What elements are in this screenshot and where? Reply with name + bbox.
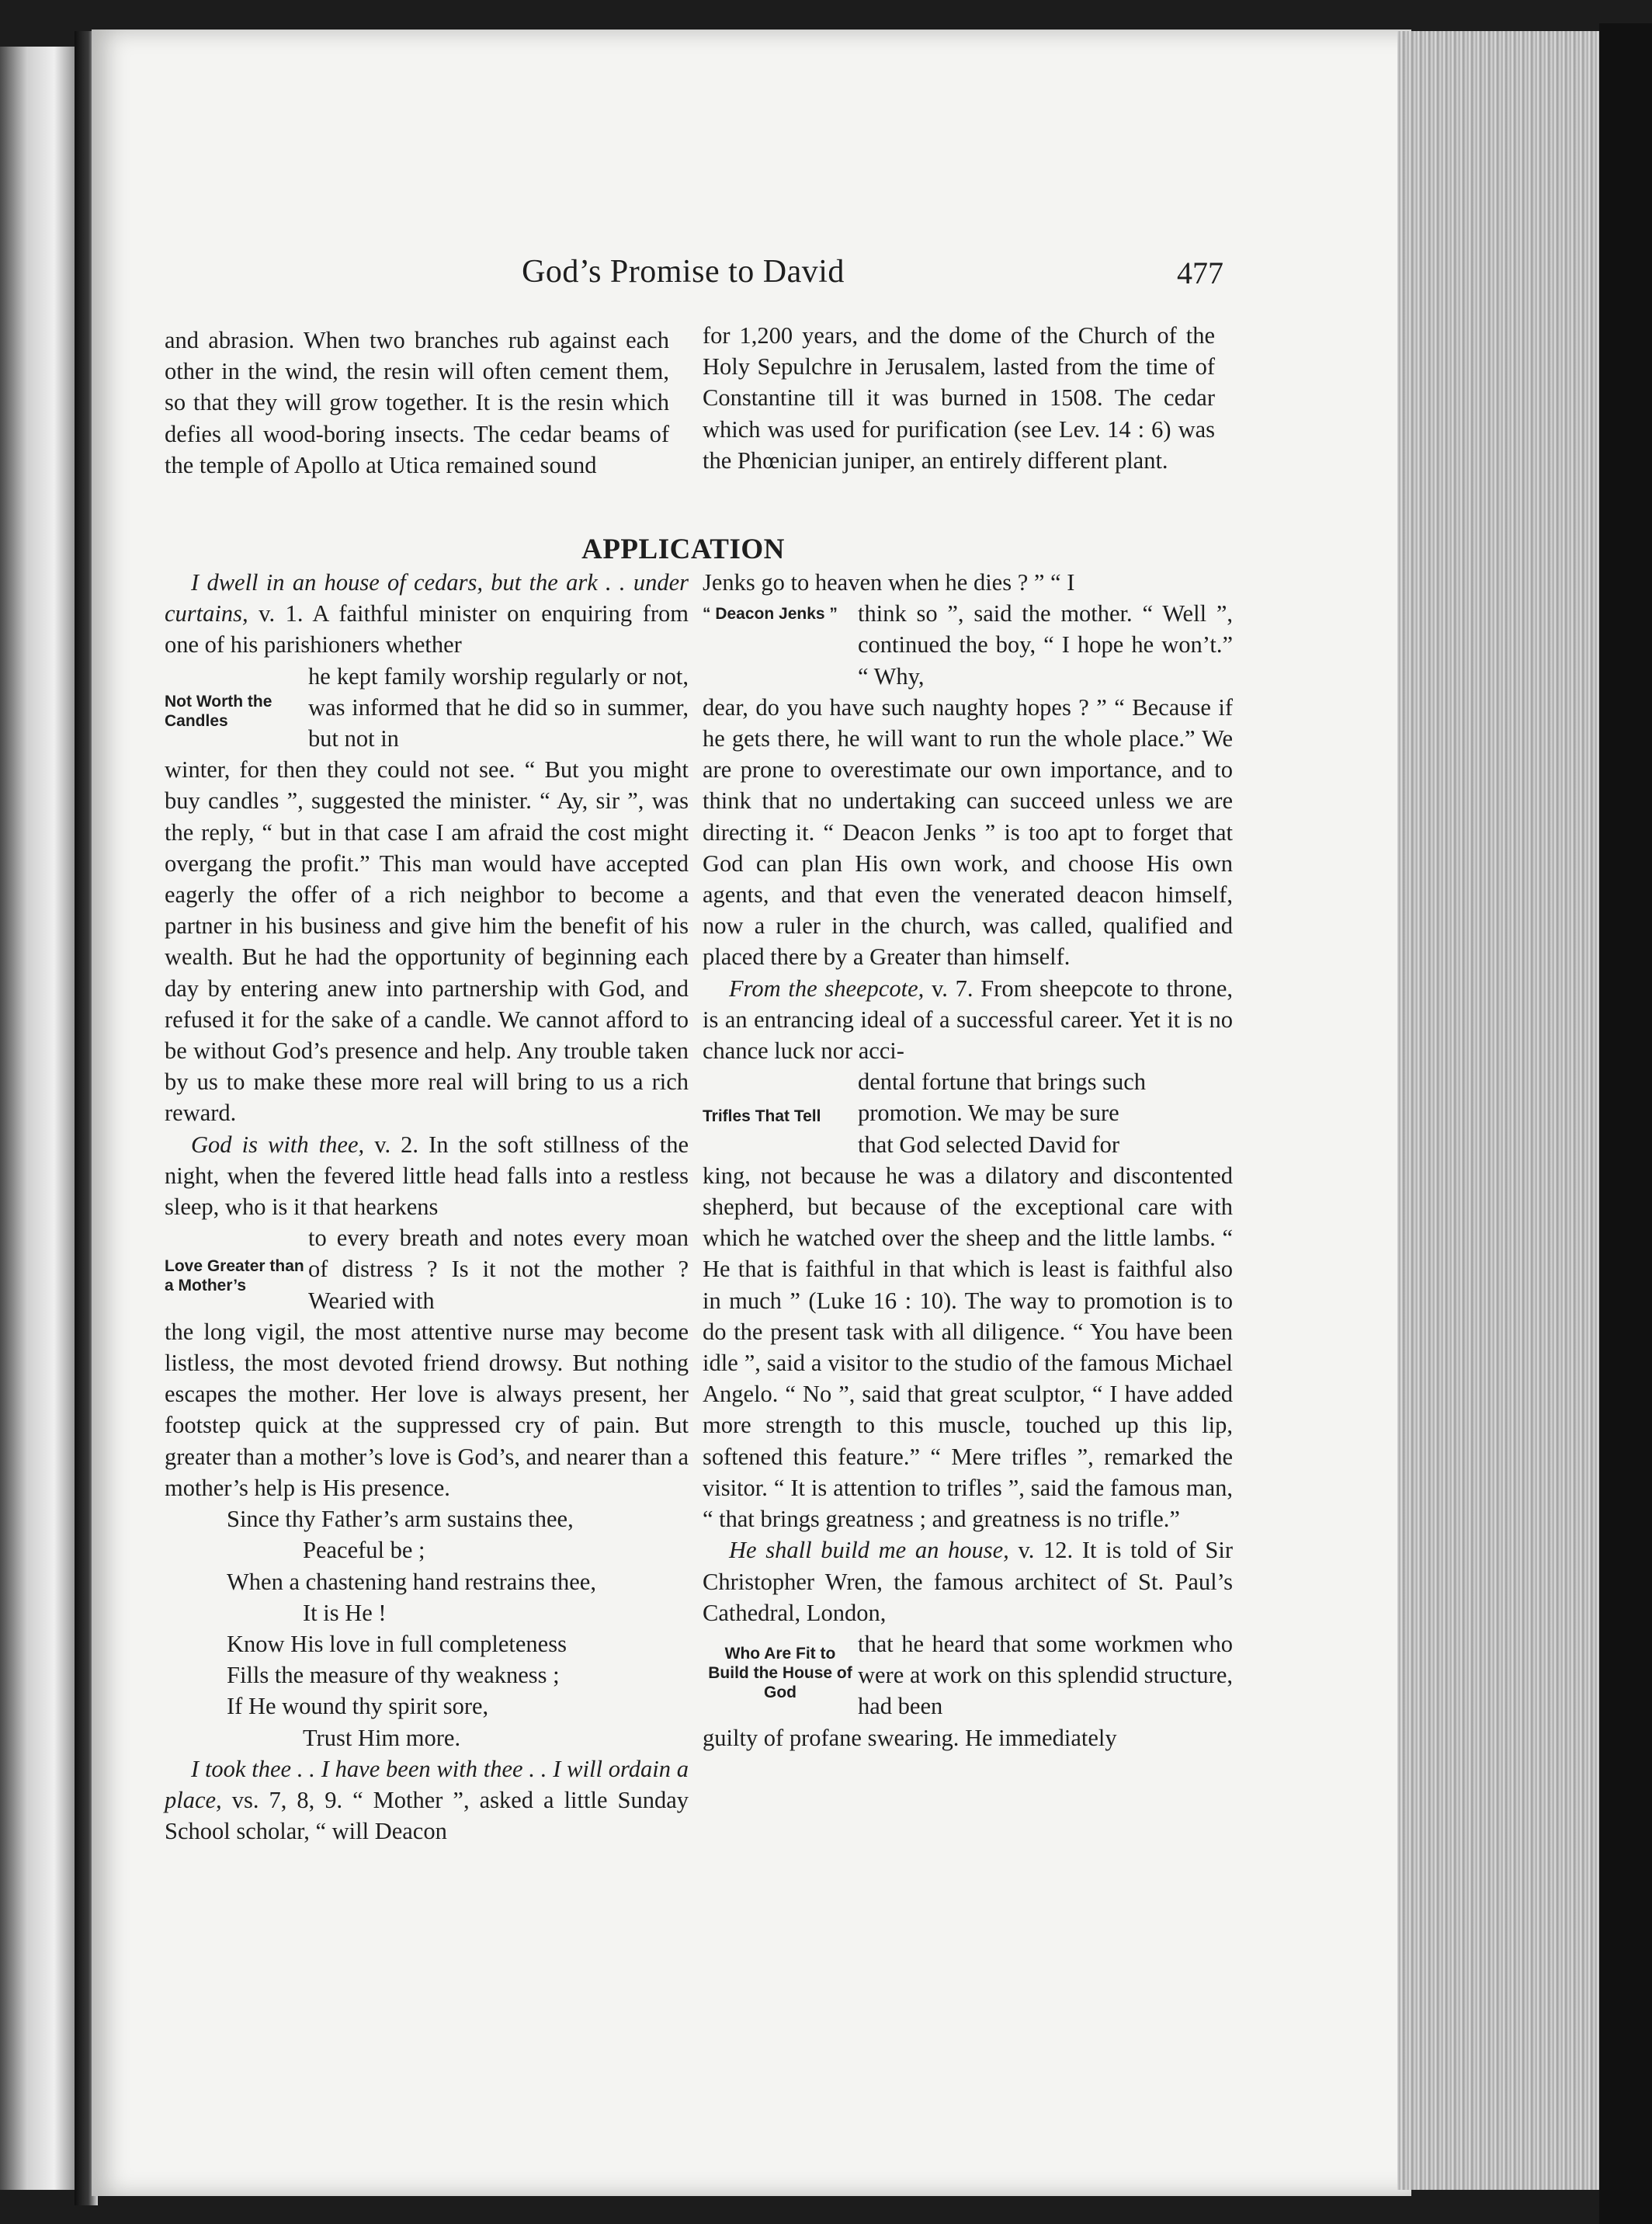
margin-note: Not Worth the Candles — [165, 692, 272, 730]
margin-note-block — [703, 1628, 1233, 1722]
margin-note-block — [703, 598, 1233, 692]
paragraph-text: guilty of profane swearing. He immediately — [703, 1724, 1117, 1751]
paragraph-text: think so ”, said the mother. “ Well ”, continued the boy, “ I hope he won’t.” “ Why, — [858, 600, 1233, 690]
verse-reference: I dwell in an house of cedars, but the ark . . under curtains, — [165, 569, 689, 627]
paragraph-text: v. 1. A faithful minister on enquiring from one of his parishioners whether — [165, 600, 689, 659]
poem — [165, 1503, 689, 1753]
margin-note-block — [165, 661, 689, 755]
paragraph-text: dental fortune that brings such — [858, 1069, 1146, 1096]
top-right-column — [703, 320, 1215, 476]
margin-note: Trifles That Tell — [703, 1107, 821, 1126]
verse-reference: God is with thee, — [191, 1131, 365, 1158]
margin-note-block — [703, 1097, 1233, 1128]
paragraph-text: v. 7. From sheepcote to throne, is an entrancing ideal of a successful career. Yet it is no chance luck nor acci- — [703, 975, 1233, 1065]
paragraph — [703, 973, 1233, 1067]
right-column — [703, 567, 1233, 1753]
margin-note: “ Deacon Jenks ” — [703, 605, 838, 624]
left-column — [165, 567, 689, 1847]
verse-reference: I took thee . . I have been with thee . . I will ordain a place, — [165, 1755, 689, 1813]
paragraph-text: v. 12. It is told of Sir Christopher Wren, the famous architect of St. Paul’s Cathedral, London, — [703, 1537, 1233, 1626]
paragraph-text: the long vigil, the most attentive nurse may become listless, the most devoted friend drowsy. But nothing escapes the mother. Her love is always present, her footstep quick at the suppressed cry of pain. But greater than a mother’s love is God’s, and nearer than a mother’s help is His presence. — [165, 1318, 689, 1501]
paragraph-text: dear, do you have such naughty hopes ? ” “ Because if he gets there, he will want to run the whole place.” We are prone to overestimate our own importance, and to think that no undertaking can succeed unless we are directing it. “ Deacon Jenks ” is too apt to forget that God can plan His own work, and choose His own agents, and that even the venerated deacon himself, now a ruler in the church, was called, qualified and placed there by a Greater than himself. — [703, 693, 1233, 971]
margin-note: Who Are Fit to Build the House of God — [708, 1644, 852, 1701]
paragraph-text: he kept family worship regularly or not, was informed that he did so in summer, but not in — [308, 662, 689, 752]
poem-line: Trust Him more. — [303, 1724, 461, 1751]
paragraph-text: winter, for then they could not see. “ But you might buy candles ”, suggested the minister. “ Ay, sir ”, was the reply, “ but in that case I am afraid the cost might overgang the profit.” This man would have accepted eagerly the offer of a rich neighbor to become a partner in his business and give him the benefit of his wealth. But he had the opportunity of beginning each day by entering anew into partnership with God, and refused it for the sake of a candle. We cannot afford to be without God’s presence and help. Any trouble taken by us to make these more real will bring to us a rich reward. — [165, 756, 689, 1127]
running-title: God’s Promise to David — [522, 254, 845, 290]
paragraph — [165, 1753, 689, 1847]
top-left-paragraph: and abrasion. When two branches rub against each other in the wind, the resin will often cement them, so that they will grow together. It is the resin which defies all wood-boring insects. The cedar beams of the temple of Apollo at Utica remained sound — [165, 327, 669, 478]
page-number: 477 — [1177, 255, 1223, 290]
poem-line: Fills the measure of thy weakness ; — [227, 1662, 560, 1689]
poem-line: Since thy Father’s arm sustains thee, — [227, 1506, 574, 1533]
paragraph-text: Jenks go to heaven when he dies ? ” “ I — [703, 569, 1075, 596]
paragraph-text: that he heard that some workmen who were at work on this splendid structure, had been — [858, 1630, 1233, 1720]
paragraph-text: king, not because he was a dilatory and discontented shepherd, but because of the exceptional care with which he watched over the sheep and the little lambs. “ He that is faithful in that which is least is faithful also in much ” (Luke 16 : 10). The way to promotion is to do the present task with all diligence. “ You have been idle ”, said a visitor to the studio of the famous Michael Angelo. “ No ”, said that great sculptor, “ I have added more strength to this muscle, touched up this lip, softened this feature.” “ Mere trifles ”, remarked the visitor. “ It is attention to trifles ”, said the famous man, “ that brings greatness ; and greatness is no trifle.” — [703, 1162, 1233, 1533]
paragraph-text: to every breath and notes every moan of distress ? Is it not the mother ? Wearied with — [308, 1225, 689, 1314]
paragraph — [703, 1534, 1233, 1628]
poem-line: When a chastening hand restrains thee, — [227, 1568, 596, 1595]
poem-line: Peaceful be ; — [303, 1537, 425, 1564]
left-page-edge — [0, 47, 78, 2190]
poem-line: If He wound thy spirit sore, — [227, 1693, 489, 1720]
paragraph-text: v. 2. In the soft stillness of the night, when the fevered little head falls into a restless sleep, who is it that hearkens — [165, 1131, 689, 1221]
top-right-paragraph: for 1,200 years, and the dome of the Church of the Holy Sepulchre in Jerusalem, lasted from the time of Constantine till it was burned in 1508. The cedar which was used for purification (see Lev. 14 : 6) was the Phœnician juniper, an entirely different plant. — [703, 322, 1215, 474]
paragraph — [165, 567, 689, 661]
margin-note-block — [165, 1222, 689, 1316]
margin-note: Love Greater than a Mother’s — [165, 1257, 304, 1295]
section-heading: APPLICATION — [581, 533, 785, 565]
verse-reference: He shall build me an house, — [729, 1537, 1009, 1564]
paragraph-text: promotion. We may be sure — [858, 1100, 1119, 1127]
paragraph-text: vs. 7, 8, 9. “ Mother ”, asked a little Sunday School scholar, “ will Deacon — [165, 1786, 689, 1845]
poem-line: Know His love in full completeness — [227, 1630, 567, 1657]
paragraph — [165, 1129, 689, 1223]
verse-reference: From the sheepcote, — [729, 975, 925, 1002]
page-edges — [1397, 31, 1607, 2190]
scanner-background — [1599, 23, 1652, 2224]
top-left-column — [165, 325, 669, 481]
paragraph-text: that God selected David for — [858, 1131, 1120, 1158]
poem-line: It is He ! — [303, 1599, 387, 1626]
